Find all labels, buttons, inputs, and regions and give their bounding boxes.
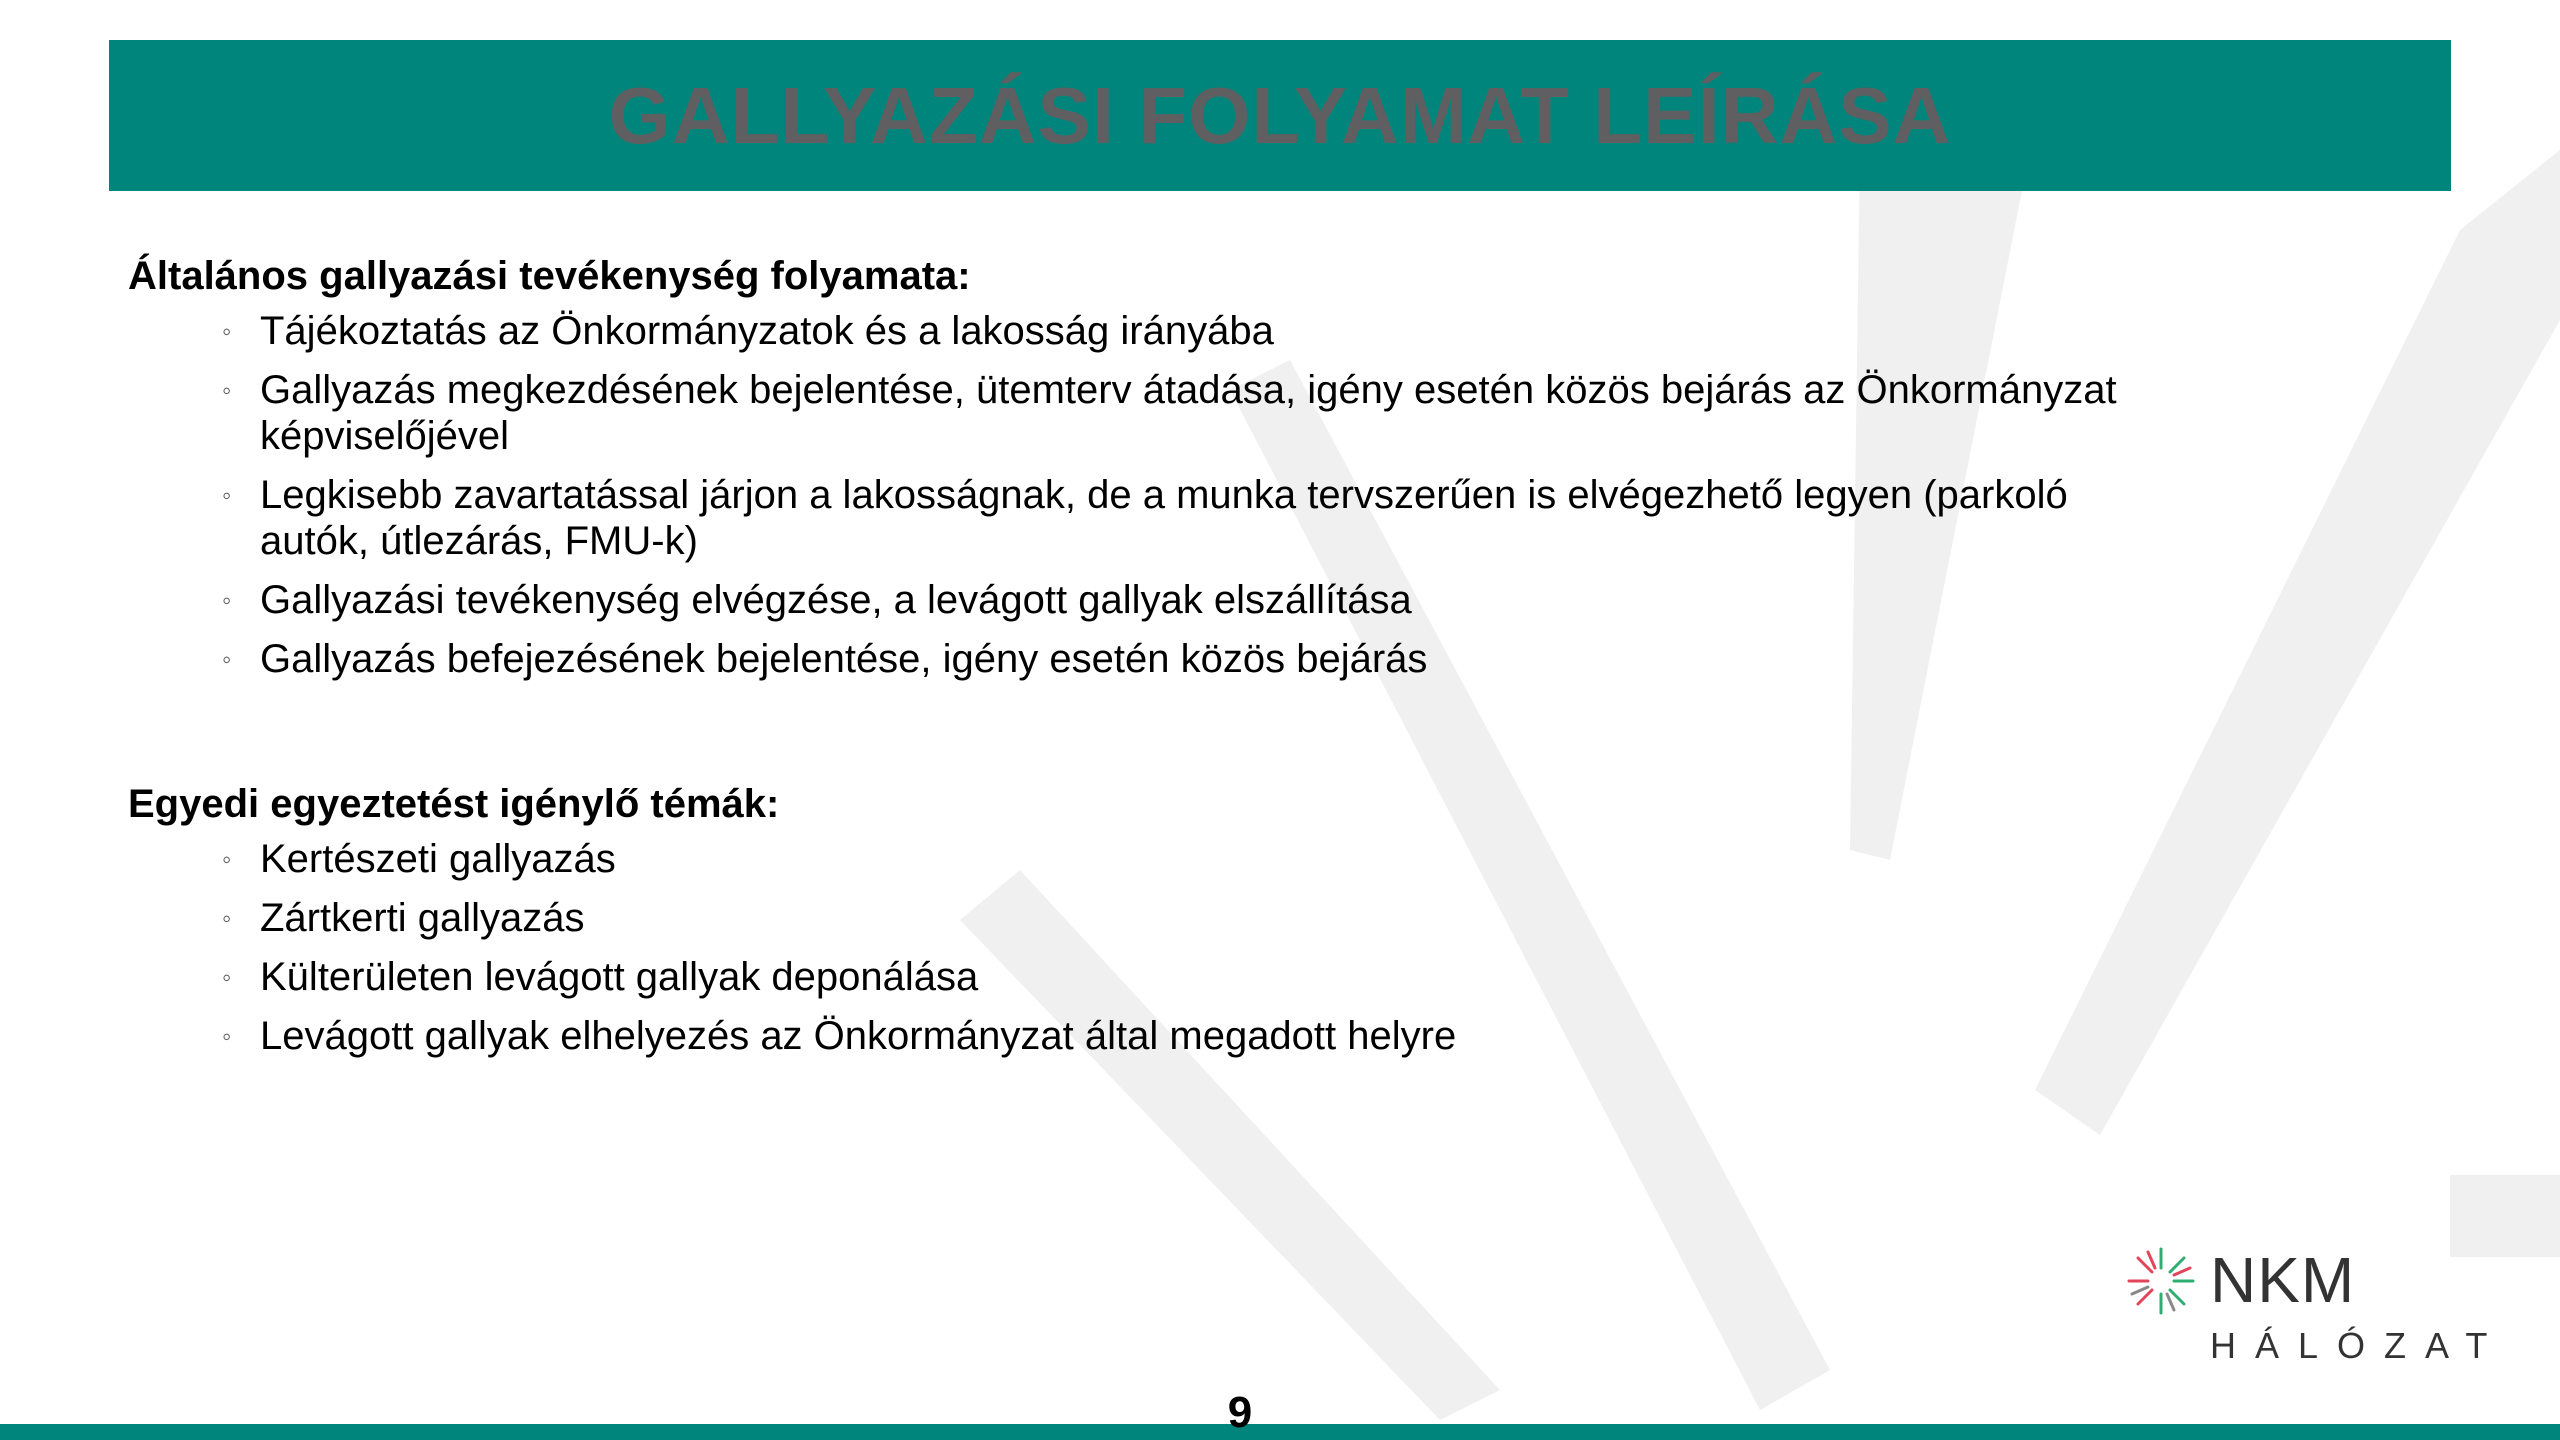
list-item bbox=[128, 636, 2368, 682]
list-item-text: Kertészeti gallyazás bbox=[260, 837, 616, 881]
special-topics-list bbox=[128, 836, 2368, 1059]
list-item-text: Gallyazás megkezdésének bejelentése, ütemterv átadása, igény esetén közös bejárás az Önkormányzat képviselőjével bbox=[260, 368, 2117, 458]
section-heading-general: Általános gallyazási tevékenység folyamata: bbox=[128, 254, 971, 298]
bullet-icon: ◦ bbox=[222, 585, 232, 615]
general-process-list bbox=[128, 308, 2368, 682]
list-item-text: Levágott gallyak elhelyezés az Önkormányzat által megadott helyre bbox=[260, 1014, 1457, 1058]
bullet-icon: ◦ bbox=[222, 903, 232, 933]
list-item-text: Gallyazási tevékenység elvégzése, a levágott gallyak elszállítása bbox=[260, 578, 1412, 622]
bullet-icon: ◦ bbox=[222, 316, 232, 346]
nkm-logo bbox=[2126, 1244, 2507, 1374]
list-item-text: Gallyazás befejezésének bejelentése, igény esetén közös bejárás bbox=[260, 637, 1428, 681]
list-item-text: Tájékoztatás az Önkormányzatok és a lakosság irányába bbox=[260, 309, 1274, 353]
title-bar bbox=[109, 40, 2451, 191]
section-heading-special: Egyedi egyeztetést igénylő témák: bbox=[128, 782, 780, 826]
bullet-icon: ◦ bbox=[222, 644, 232, 674]
list-item-text: Zártkerti gallyazás bbox=[260, 896, 585, 940]
page-number: 9 bbox=[1227, 1388, 1253, 1437]
list-item bbox=[128, 836, 2368, 882]
deco-block bbox=[2450, 1175, 2560, 1257]
list-item bbox=[128, 1013, 2368, 1059]
section-spacer bbox=[128, 695, 2368, 778]
list-item bbox=[128, 577, 2368, 623]
logo-subtitle: HÁLÓZAT bbox=[2210, 1325, 2507, 1366]
list-item-text: Külterületen levágott gallyak deponálása bbox=[260, 955, 979, 999]
list-item-text: Legkisebb zavartatással járjon a lakosságnak, de a munka tervszerűen is elvégezhető legyen (parkoló autók, útlezárás, FMU-k) bbox=[260, 473, 2068, 563]
slide-title: GALLYAZÁSI FOLYAMAT LEÍRÁSA bbox=[608, 70, 1952, 160]
list-item bbox=[128, 895, 2368, 941]
list-item bbox=[128, 308, 2368, 354]
bullet-icon: ◦ bbox=[222, 962, 232, 992]
list-item bbox=[128, 472, 2368, 564]
logo-name: NKM bbox=[2210, 1244, 2356, 1316]
list-item bbox=[128, 367, 2368, 459]
bullet-icon: ◦ bbox=[222, 375, 232, 405]
bottom-accent-bar bbox=[0, 1424, 2560, 1440]
starburst-icon bbox=[2126, 1246, 2196, 1316]
bullet-icon: ◦ bbox=[222, 480, 232, 510]
bullet-icon: ◦ bbox=[222, 1021, 232, 1051]
bullet-icon: ◦ bbox=[222, 844, 232, 874]
list-item bbox=[128, 954, 2368, 1000]
slide-content bbox=[128, 250, 2368, 1072]
